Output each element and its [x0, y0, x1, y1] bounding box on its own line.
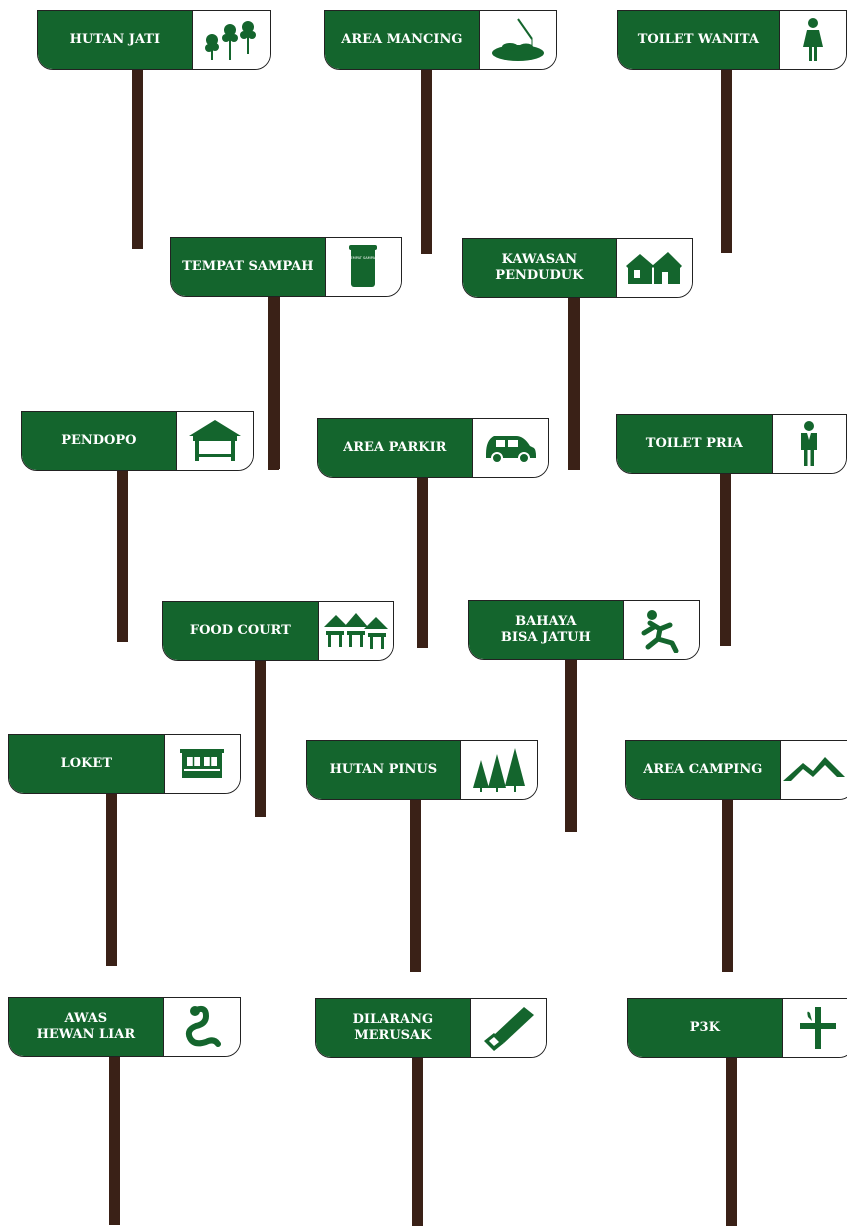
- sign-board: [462, 238, 693, 298]
- sign-label: AREA PARKIR: [318, 419, 472, 477]
- sign-board: [8, 997, 241, 1057]
- sign-label: HUTAN PINUS: [307, 741, 460, 799]
- sign-label: DILARANG MERUSAK: [316, 999, 470, 1057]
- sign-board: [616, 414, 847, 474]
- sign-pole: [722, 798, 733, 972]
- sign-board: [170, 237, 402, 297]
- sign-pole: [106, 792, 117, 966]
- sign-pole: [132, 68, 143, 249]
- man-icon: [794, 420, 824, 468]
- sign-pole: [109, 1055, 120, 1225]
- sign-label: TEMPAT SAMPAH: [171, 238, 325, 296]
- snake-icon: [180, 1004, 224, 1050]
- sign-label: FOOD COURT: [163, 602, 318, 660]
- sign-pole: [421, 68, 432, 254]
- sign-board: [37, 10, 271, 70]
- sign-pole: [417, 476, 428, 648]
- sign-board: [324, 10, 557, 70]
- sign-pole: [268, 296, 279, 470]
- sign-pole: [566, 658, 577, 832]
- svg-text:TEMPAT SAMPAH: TEMPAT SAMPAH: [348, 256, 378, 260]
- sign-pole: [726, 1056, 737, 1226]
- sign-label: P3K: [628, 999, 782, 1057]
- woman-icon: [798, 17, 828, 63]
- sign-board: [306, 740, 538, 800]
- sign-board: [617, 10, 847, 70]
- sign-label: BAHAYA BISA JATUH: [469, 601, 623, 659]
- sign-board: [162, 601, 394, 661]
- sign-board: [8, 734, 241, 794]
- pavilion-icon: [187, 418, 243, 464]
- sign-label: AREA MANCING: [325, 11, 479, 69]
- ticket-booth-icon: [178, 746, 226, 782]
- sign-board: [21, 411, 254, 471]
- houses-icon: [624, 248, 684, 288]
- sign-label: AREA CAMPING: [626, 741, 780, 799]
- sign-pole: [410, 798, 421, 972]
- sign-label: PENDOPO: [22, 412, 176, 470]
- fishing-pond-icon: [488, 17, 548, 63]
- sign-label: HUTAN JATI: [38, 11, 192, 69]
- sign-label: TOILET PRIA: [617, 415, 772, 473]
- saw-icon: [480, 1005, 536, 1051]
- sign-label: AWAS HEWAN LIAR: [9, 998, 163, 1056]
- teak-trees-icon: [201, 18, 261, 62]
- sign-pole: [721, 68, 732, 253]
- falling-person-icon: [638, 607, 684, 653]
- sign-pole: [412, 1056, 423, 1226]
- car-icon: [482, 430, 538, 466]
- sign-pole: [255, 658, 266, 816]
- sign-board: [468, 600, 700, 660]
- sign-board: [625, 740, 847, 800]
- sign-board: [317, 418, 549, 478]
- pine-trees-icon: [471, 746, 527, 794]
- sign-pole: [117, 469, 128, 642]
- sign-label: LOKET: [9, 735, 164, 793]
- sign-board: [315, 998, 547, 1058]
- sign-label: TOILET WANITA: [618, 11, 779, 69]
- sign-label: KAWASAN PENDUDUK: [463, 239, 616, 297]
- sign-board: [627, 998, 847, 1058]
- mountain-tent-icon: [781, 755, 845, 785]
- first-aid-cross-icon: [798, 1005, 838, 1051]
- sign-pole: [569, 296, 580, 470]
- trash-bin-icon: [348, 243, 378, 291]
- sign-pole: [720, 472, 731, 646]
- food-stalls-icon: [322, 609, 390, 653]
